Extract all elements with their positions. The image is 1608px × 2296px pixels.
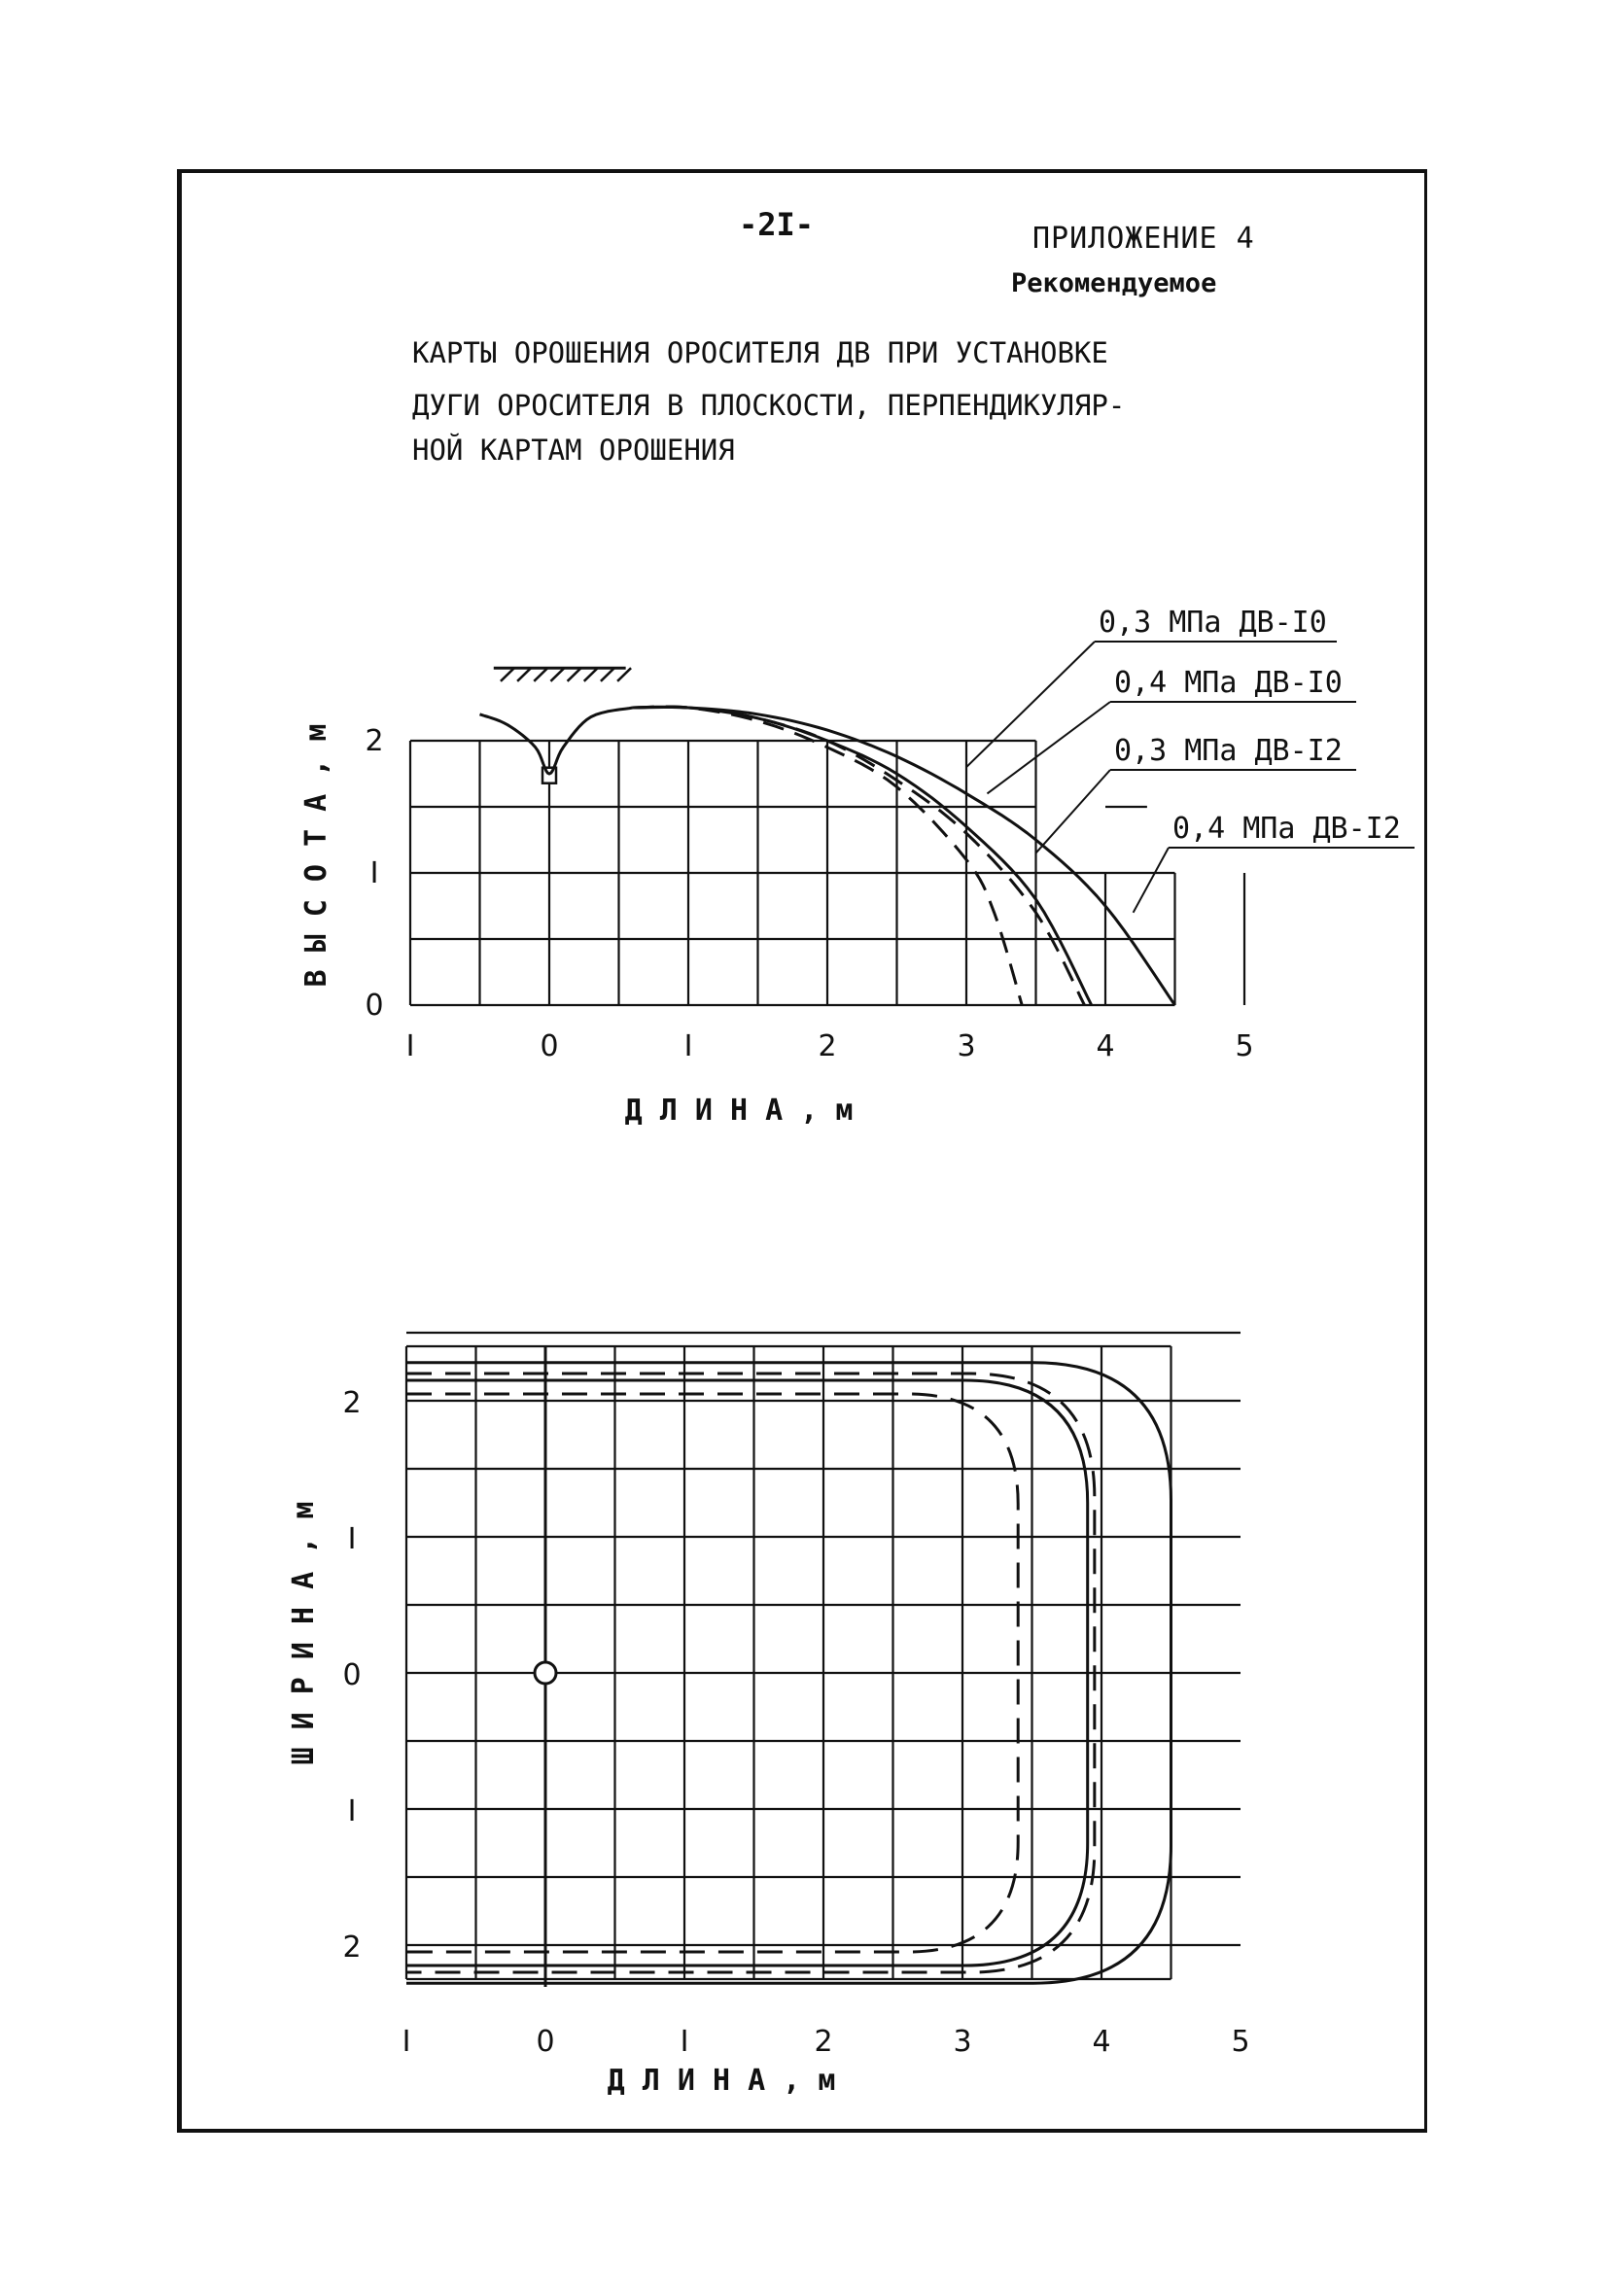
x-tick-label: 3 [953,2025,972,2059]
x-tick-label: 3 [957,1029,976,1063]
ceiling-hatch [617,668,631,681]
ceiling-hatch [501,668,514,681]
x-tick-label: I [402,2025,411,2059]
y-tick-label: 2 [342,1931,362,1965]
y-tick-label: 2 [342,1386,362,1420]
ceiling-hatch [517,668,531,681]
y-tick-label: 0 [342,1658,362,1692]
legend-label-1: 0,3 МПа ДВ-I0 [1099,606,1327,640]
ceiling-hatch [584,668,598,681]
legend-leader [1036,770,1111,853]
x-tick-label: 2 [818,1029,837,1063]
legend-label-2: 0,4 МПа ДВ-I0 [1114,666,1343,700]
legend-label-3: 0,3 МПа ДВ-I2 [1114,734,1343,768]
x-tick-label: 0 [540,1029,559,1063]
title-line-1: КАРТЫ ОРОШЕНИЯ ОРОСИТЕЛЯ ДВ ПРИ УСТАНОВКЕ [412,336,1108,369]
y-tick-label: I [347,1794,357,1828]
x-tick-label: 0 [536,2025,555,2059]
x-axis-title: Д Л И Н А , м [607,2064,836,2098]
y-axis-title: В Ы С О Т А , м [299,723,333,988]
legend-leader [1134,848,1169,913]
x-tick-label: 2 [814,2025,833,2059]
x-tick-label: 4 [1096,1029,1115,1063]
series-line-4 [633,708,1175,1006]
y-tick-label: 0 [365,989,384,1023]
x-tick-label: I [683,1029,693,1063]
appendix-status: Рекомендуемое [1011,268,1217,298]
y-tick-label: 2 [365,724,384,758]
page-number: -2I- [739,206,815,243]
legend-leader [987,702,1110,793]
legend-label-4: 0,4 МПа ДВ-I2 [1172,812,1401,846]
y-tick-label: I [347,1522,357,1556]
ceiling-hatch [534,668,547,681]
x-tick-label: 5 [1235,1029,1254,1063]
series-line-2 [633,707,1092,1005]
y-axis-title: Ш И Р И Н А , м [287,1501,321,1765]
x-tick-label: 4 [1092,2025,1111,2059]
title-line-2: ДУГИ ОРОСИТЕЛЯ В ПЛОСКОСТИ, ПЕРПЕНДИКУЛЯР- [412,389,1126,422]
legend-leader [966,642,1095,767]
sprinkler-icon [535,1662,556,1684]
ceiling-hatch [550,668,564,681]
title-line-3: НОЙ КАРТАМ ОРОШЕНИЯ [412,434,735,467]
x-tick-label: I [405,1029,415,1063]
x-tick-label: 5 [1231,2025,1250,2059]
x-axis-title: Д Л И Н А , м [624,1094,854,1128]
y-tick-label: I [369,856,379,890]
appendix-label: ПРИЛОЖЕНИЕ 4 [1032,222,1255,256]
ceiling-hatch [601,668,614,681]
ceiling-hatch [568,668,581,681]
series-line-3 [633,707,1085,1005]
x-tick-label: I [680,2025,689,2059]
